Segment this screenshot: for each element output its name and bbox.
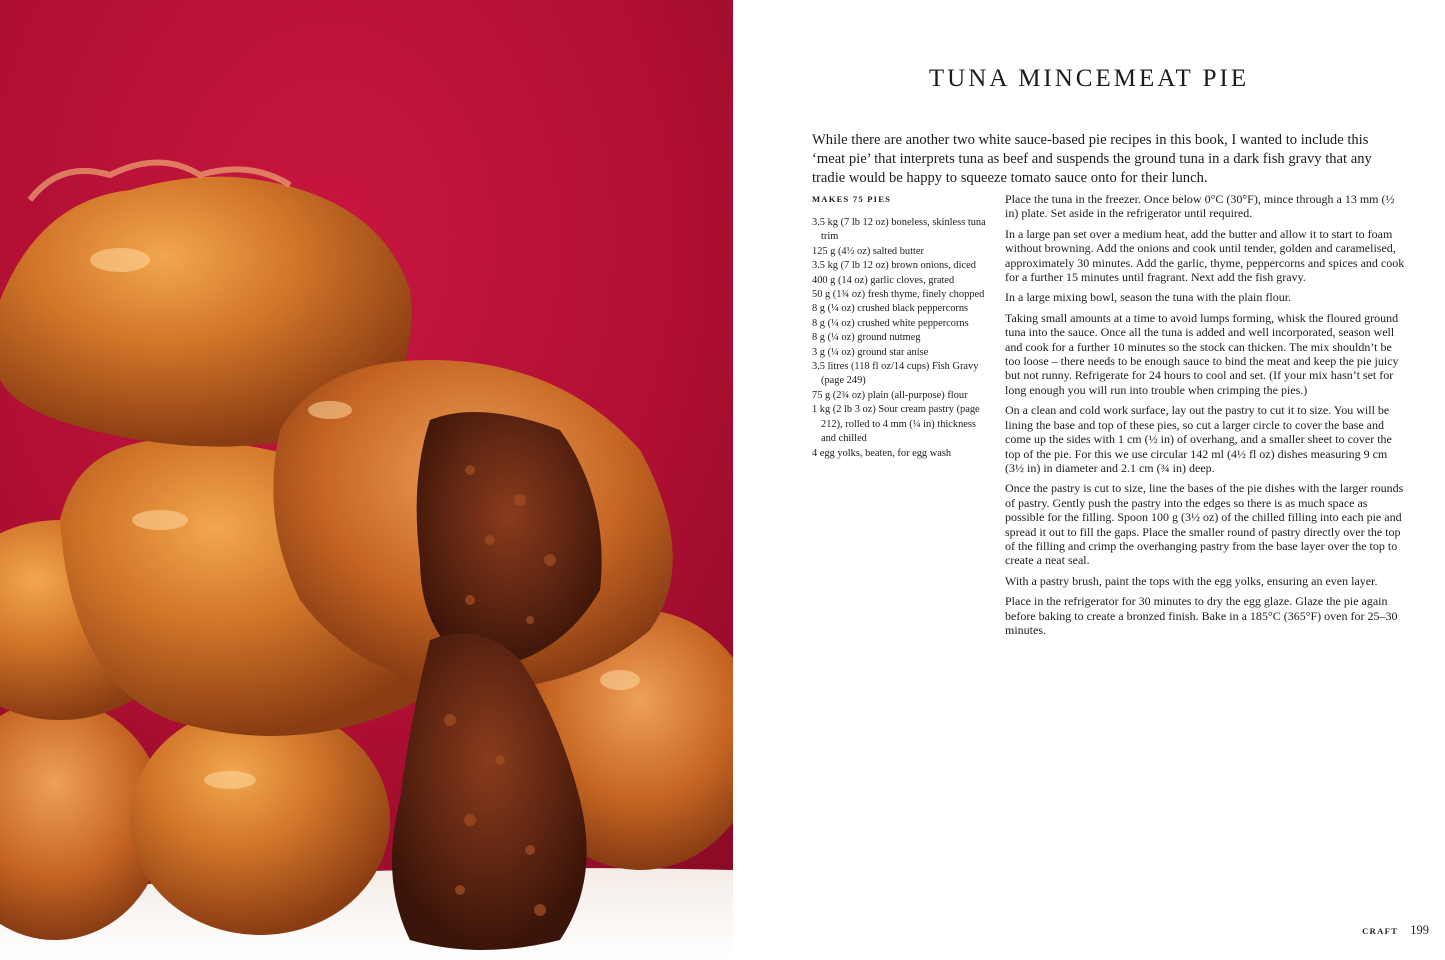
- method-step: Taking small amounts at a time to avoid lumps forming, whisk the floured ground tuna into the sauce. Once all the tuna is added and well incorporated, season well and cook for a further 10 minutes so the stock can thicken. The mix shouldn’t be too loose – there needs to be enough sauce to bind the meat and keep the pie juicy but not runny. Refrigerate for 24 hours to cool and set. (If your mix hasn’t set for long enough you will run into trouble when crimping the pies.): [1005, 310, 1399, 397]
- method-step: Place the tuna in the freezer. Once below 0°C (30°F), mince through a 13 mm (½ in) plate. Set aside in the refrigerator until required.: [1005, 192, 1395, 221]
- ingredient-item: 4 egg yolks, beaten, for egg wash: [812, 447, 952, 459]
- yield-label: MAKES 75 PIES: [812, 194, 892, 204]
- ingredient-item: 8 g (¼ oz) crushed white peppercorns: [812, 317, 969, 329]
- recipe-page: [733, 0, 1445, 960]
- method-step: In a large pan set over a medium heat, add the butter and allow it to start to foam without browning. Add the onions and cook until tender, golden and caramelised, approximately 30 minutes. Add the garlic, thyme, peppercorns and spices and cook for a further 15 minutes until fragrant. Next add the fish gravy.: [1005, 226, 1405, 285]
- ingredient-item: 8 g (¼ oz) ground nutmeg: [812, 332, 921, 344]
- page-number: 199: [1410, 923, 1429, 937]
- ingredient-item: 3.5 kg (7 lb 12 oz) brown onions, diced: [812, 260, 976, 272]
- ingredient-item: 8 g (¼ oz) crushed black peppercorns: [812, 303, 969, 315]
- ingredient-item: 125 g (4½ oz) salted butter: [812, 245, 924, 257]
- method-column: [1005, 192, 1409, 643]
- ingredient-item: 75 g (2¾ oz) plain (all-purpose) flour: [812, 389, 968, 401]
- recipe-intro: While there are another two white sauce-based pie recipes in this book, I wanted to include this ‘meat pie’ that interprets tuna as beef and suspends the ground tuna in a dark fish gravy that any tradie would be happy to squeeze tomato sauce onto for their lunch.: [812, 132, 1372, 186]
- method-step: Once the pastry is cut to size, line the bases of the pie dishes with the larger rounds of pastry. Gently push the pastry into the edges so there is as much space as possible for the filling. Spoon 100 g (3½ oz) of the chilled filling into each pie and spread it out to fill the gaps. Place the smaller round of pastry directly over the top of the filling and crimp the overhanging pastry from the base layer over the top to create a neat seal.: [1005, 481, 1404, 568]
- ingredient-item: 1 kg (2 lb 3 oz) Sour cream pastry (page 212), rolled to 4 mm (¼ in) thickness and chilled: [812, 404, 980, 445]
- ingredient-item: 3 g (¼ oz) ground star anise: [812, 346, 929, 358]
- ingredient-item: 3.5 kg (7 lb 12 oz) boneless, skinless tuna trim: [812, 217, 986, 243]
- ingredients-column: [812, 193, 988, 461]
- method-step: With a pastry brush, paint the tops with the egg yolks, ensuring an even layer.: [1005, 573, 1378, 588]
- method-step: Place in the refrigerator for 30 minutes to dry the egg glaze. Glaze the pie again before baking to create a bronzed finish. Bake in a 185°C (365°F) oven for 25–30 minutes.: [1005, 594, 1398, 637]
- method-step: In a large mixing bowl, season the tuna with the plain flour.: [1005, 290, 1292, 305]
- ingredient-item: 3.5 litres (118 fl oz/14 cups) Fish Gravy (page 249): [812, 361, 979, 387]
- method-step: On a clean and cold work surface, lay out the pastry to cut it to size. You will be lining the base and top of these pies, so cut a larger circle to cover the base and come up the sides with 1 cm (½ in) of overhang, and a smaller sheet to cover the top of the pie. For this we use circular 142 ml (4½ fl oz) dishes measuring 9 cm (3½ in) in diameter and 2.1 cm (¾ in) deep.: [1005, 403, 1392, 475]
- ingredient-item: 50 g (1¾ oz) fresh thyme, finely chopped: [812, 289, 985, 301]
- ingredient-list: [812, 216, 988, 461]
- section-label: CRAFT: [1362, 926, 1399, 936]
- recipe-title: TUNA MINCEMEAT PIE: [928, 65, 1250, 92]
- page-footer: [1362, 923, 1429, 938]
- ingredient-item: 400 g (14 oz) garlic cloves, grated: [812, 274, 955, 286]
